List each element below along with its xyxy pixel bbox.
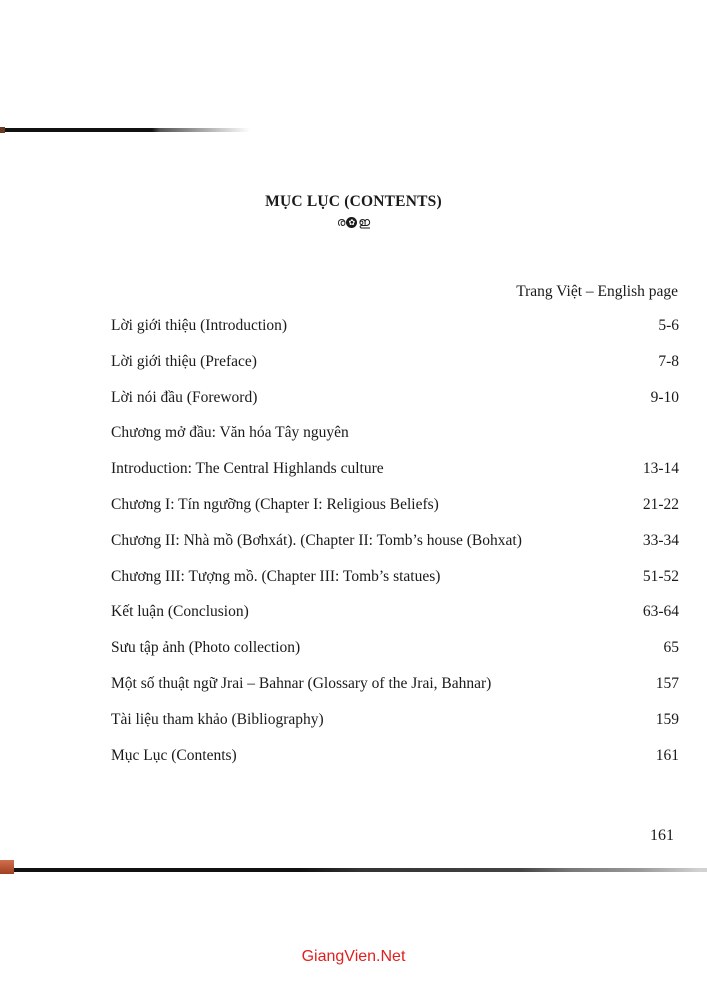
toc-entry-chapter-1[interactable] <box>111 495 679 531</box>
table-of-contents <box>111 316 679 781</box>
toc-entry-label: Mục Lục (Contents) <box>111 746 237 764</box>
watermark: GiangVien.Net <box>301 948 406 965</box>
toc-entry-label: Lời nói đầu (Foreword) <box>111 388 258 406</box>
toc-entry-preface[interactable] <box>111 352 679 388</box>
toc-entry-label: Chương I: Tín ngưỡng (Chapter I: Religious Beliefs) <box>111 495 439 513</box>
toc-entry-chapter-3[interactable] <box>111 567 679 603</box>
toc-entry-label: Một số thuật ngữ Jrai – Bahnar (Glossary of the Jrai, Bahnar) <box>111 674 492 692</box>
toc-entry-page: 161 <box>655 746 679 764</box>
column-header: Trang Việt – English page <box>516 283 678 300</box>
toc-entry-opening-chapter[interactable] <box>111 423 679 459</box>
toc-entry-highlands-culture[interactable] <box>111 459 679 495</box>
toc-entry-label: Sưu tập ảnh (Photo collection) <box>111 639 301 657</box>
toc-entry-foreword[interactable] <box>111 388 679 424</box>
swirl-right-icon: ഇ <box>358 215 371 229</box>
toc-entry-introduction[interactable] <box>111 316 679 352</box>
toc-entry-page: 33-34 <box>642 531 679 549</box>
star-icon: ✿ <box>346 217 357 228</box>
toc-entry-page: 63-64 <box>642 603 679 621</box>
toc-entry-conclusion[interactable] <box>111 602 679 638</box>
page-number: 161 <box>650 827 674 844</box>
toc-entry-label: Chương III: Tượng mồ. (Chapter III: Tomb’s statues) <box>111 567 441 585</box>
toc-entry-page: 5-6 <box>658 317 679 334</box>
page-title: MỤC LỤC (CONTENTS) <box>265 193 442 210</box>
toc-entry-label: Chương mở đầu: Văn hóa Tây nguyên <box>111 424 349 442</box>
toc-entry-label: Chương II: Nhà mồ (Bơhxát). (Chapter II: Tomb’s house (Bohxat) <box>111 531 522 549</box>
toc-entry-page: 21-22 <box>642 495 679 513</box>
toc-entry-page: 9-10 <box>650 388 679 406</box>
toc-entry-label: Introduction: The Central Highlands culture <box>111 460 384 478</box>
toc-entry-label: Tài liệu tham khảo (Bibliography) <box>111 710 324 728</box>
toc-entry-glossary[interactable] <box>111 674 679 710</box>
toc-entry-chapter-2[interactable] <box>111 531 679 567</box>
title-ornament <box>0 214 707 230</box>
toc-entry-label: Lời giới thiệu (Preface) <box>111 352 257 370</box>
toc-entry-label: Kết luận (Conclusion) <box>111 603 249 621</box>
top-decorative-rule <box>0 128 250 132</box>
toc-entry-page: 157 <box>655 674 679 692</box>
toc-entry-page: 159 <box>655 710 679 728</box>
bottom-rule-cap <box>0 860 14 874</box>
toc-entry-page: 7-8 <box>658 352 679 370</box>
toc-entry-contents[interactable] <box>111 746 679 782</box>
toc-entry-page: 51-52 <box>642 567 679 585</box>
toc-entry-page: 13-14 <box>642 460 679 478</box>
toc-entry-photo-collection[interactable] <box>111 638 679 674</box>
toc-entry-page: 65 <box>663 639 679 657</box>
top-rule-cap <box>0 127 5 133</box>
toc-entry-bibliography[interactable] <box>111 710 679 746</box>
swirl-left-icon: ര <box>336 215 346 229</box>
toc-entry-label: Lời giới thiệu (Introduction) <box>111 317 288 334</box>
bottom-decorative-rule <box>0 868 707 872</box>
